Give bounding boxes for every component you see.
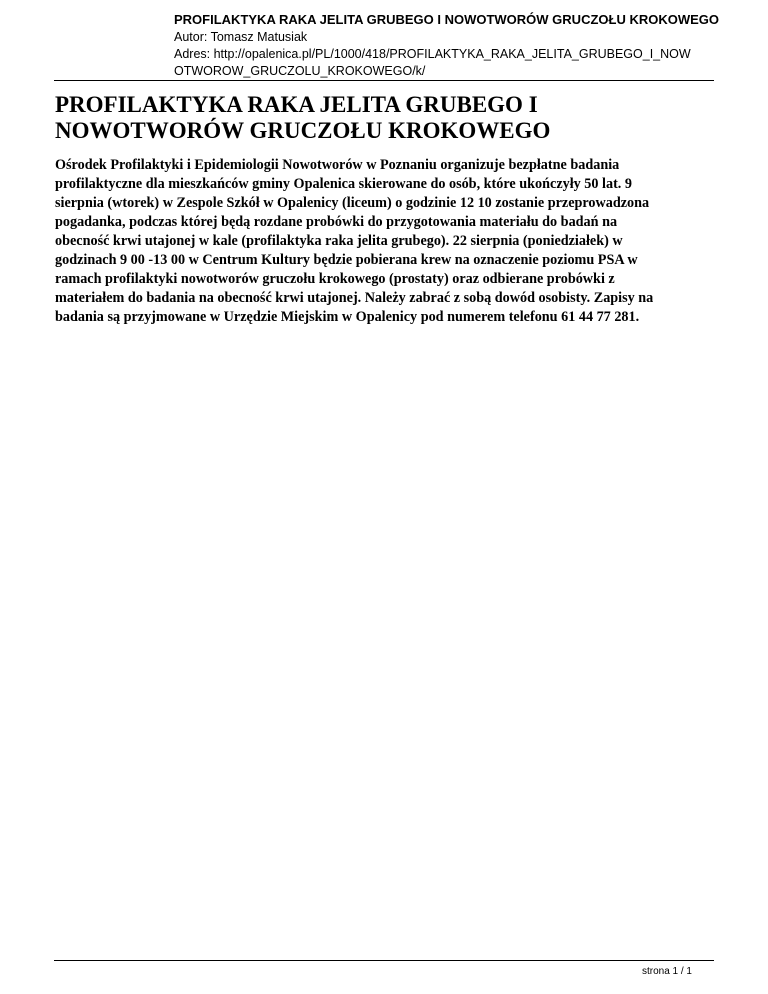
- footer-divider: [54, 960, 714, 961]
- body-line: Ośrodek Profilaktyki i Epidemiologii Nowotworów w Poznaniu organizuje bezpłatne badania: [55, 157, 620, 173]
- article-body: [55, 156, 717, 327]
- body-line: pogadanka, podczas której będą rozdane probówki do przygotowania materiału do badań na: [55, 214, 618, 230]
- body-line: profilaktyczne dla mieszkańców gminy Opalenica skierowane do osób, które ukończyły 50 lat. 9: [55, 176, 632, 192]
- header-address-line-1: Adres: http://opalenica.pl/PL/1000/418/PROFILAKTYKA_RAKA_JELITA_GRUBEGO_I_NOW: [174, 47, 691, 61]
- header-address-line-2: OTWOROW_GRUCZOLU_KROKOWEGO/k/: [174, 64, 426, 78]
- body-line: materiałem do badania na obecność krwi utajonej. Należy zabrać z sobą dowód osobisty. Zapisy na: [55, 290, 654, 306]
- body-line: sierpnia (wtorek) w Zespole Szkół w Opalenicy (liceum) o godzinie 12 10 zostanie przeprowadzona: [55, 195, 650, 211]
- header-title: PROFILAKTYKA RAKA JELITA GRUBEGO I NOWOTWORÓW GRUCZOŁU KROKOWEGO: [174, 12, 720, 27]
- article-title-line-2: NOWOTWORÓW GRUCZOŁU KROKOWEGO: [55, 118, 551, 143]
- article-title: [55, 92, 715, 144]
- body-line: badania są przyjmowane w Urzędzie Miejskim w Opalenicy pod numerem telefonu 61 44 77 281.: [55, 309, 640, 325]
- page-number: strona 1 / 1: [641, 966, 692, 977]
- body-line: ramach profilaktyki nowotworów gruczołu krokowego (prostaty) oraz odbierane probówki z: [55, 271, 615, 287]
- body-line: obecność krwi utajonej w kale (profilaktyka raka jelita grubego). 22 sierpnia (poniedziałek) w: [55, 233, 623, 249]
- header-divider: [54, 80, 714, 81]
- body-line: godzinach 9 00 -13 00 w Centrum Kultury będzie pobierana krew na oznaczenie poziomu PSA w: [55, 252, 638, 268]
- print-header: [174, 11, 768, 80]
- article-title-line-1: PROFILAKTYKA RAKA JELITA GRUBEGO I: [55, 92, 538, 117]
- header-author: Autor: Tomasz Matusiak: [174, 30, 308, 44]
